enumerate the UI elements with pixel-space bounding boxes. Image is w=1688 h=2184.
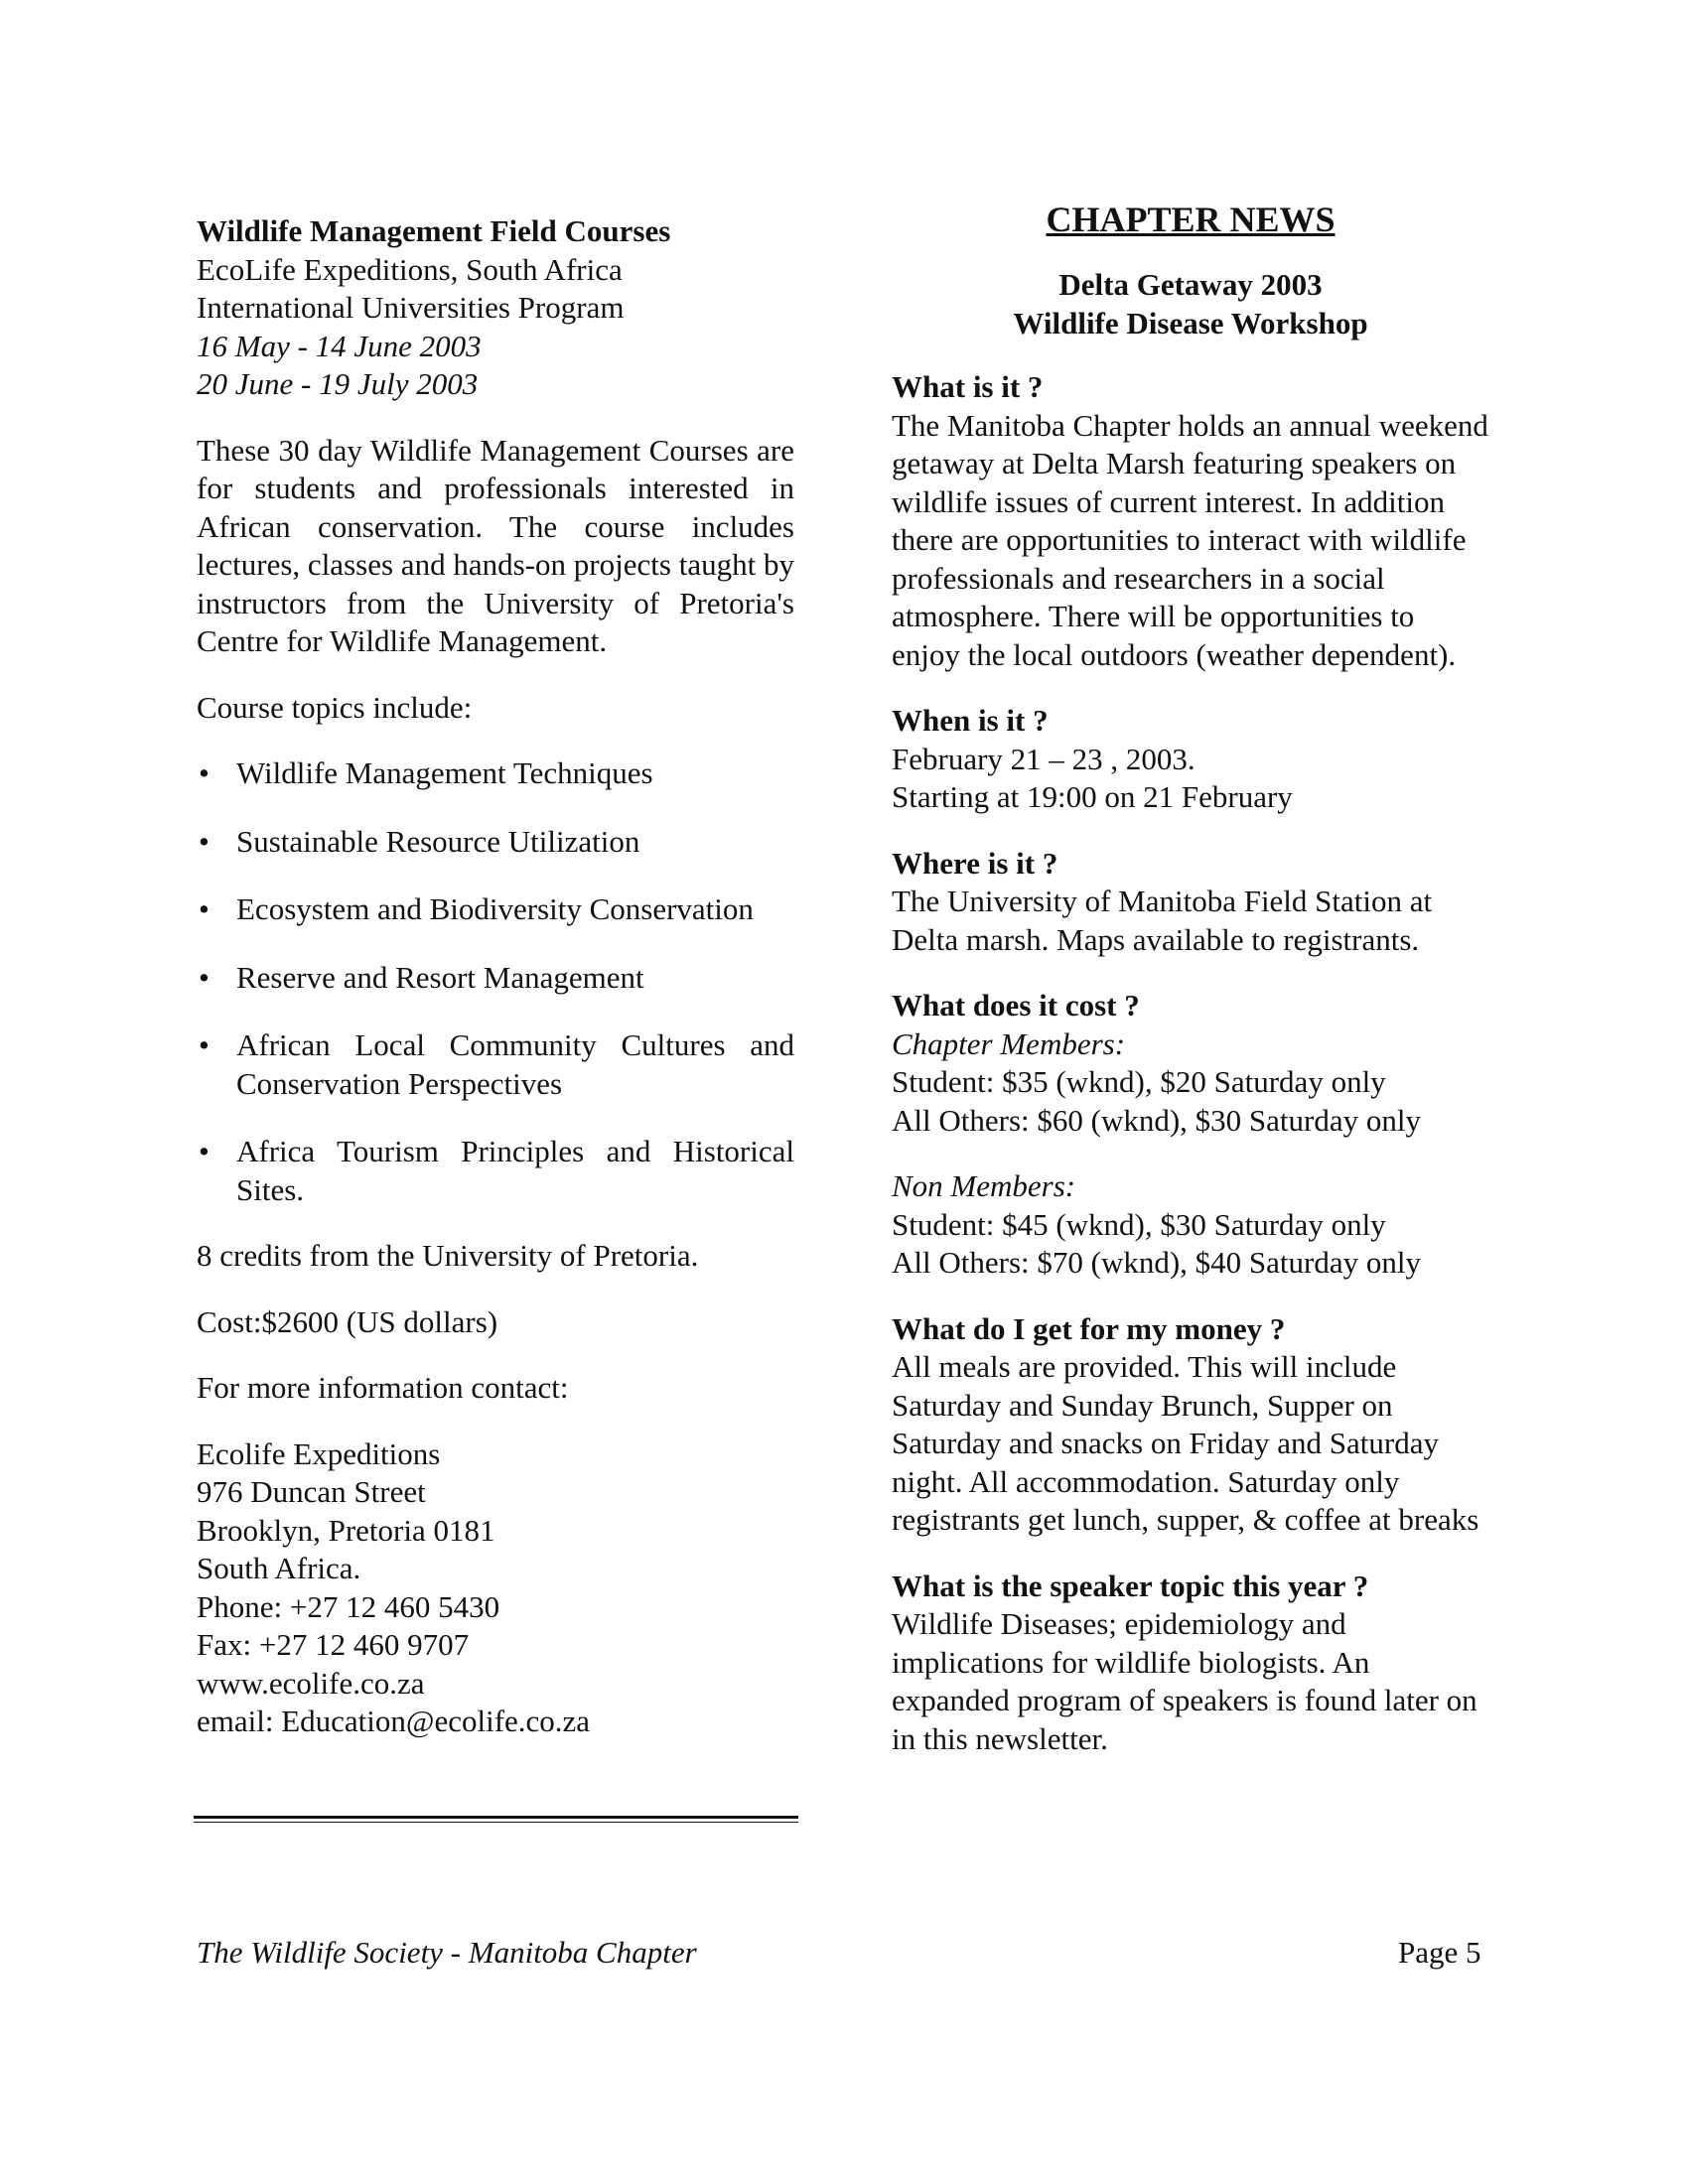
bullet-icon: • [199,823,210,859]
course-org: EcoLife Expeditions, South Africa [197,251,623,287]
bullet-icon: • [199,1027,210,1062]
section-title: CHAPTER NEWS [1046,200,1336,239]
topic-answer: Wildlife Diseases; epidemiology and implications for wildlife biologists. An expanded program of speakers is found later on in this newsletter. [892,1606,1477,1756]
course-credits: 8 credits from the University of Pretoria. [197,1238,699,1273]
bullet-icon: • [199,891,210,926]
list-item: • Africa Tourism Principles and Historical Sites. [199,1134,794,1207]
cost-question: What does it cost ? [892,988,1140,1023]
contact-heading: For more information contact: [197,1370,569,1405]
list-item: • Sustainable Resource Utilization [197,823,794,862]
course-cost: Cost:$2600 (US dollars) [197,1303,498,1339]
list-item: • African Local Community Cultures and Conservation Perspectives [199,1027,794,1101]
bullet-icon: • [199,1134,210,1168]
members-label: Chapter Members: [892,1025,1126,1061]
list-item: • Ecosystem and Biodiversity Conservation [197,890,794,929]
where-answer: The University of Manitoba Field Station at Delta marsh. Maps available to registrants. [892,884,1433,957]
what-answer: The Manitoba Chapter holds an annual weekend getaway at Delta Marsh featuring speakers on wildlife issues of current interest. In addition there are opportunities to interact with wildlife professionals and researchers in a social atmosphere. There will be opportunities to enjoy the local outdoors (weather dependent). [892,407,1488,672]
topics-heading: Course topics include: [197,689,473,725]
topic-question: What is the speaker topic this year ? [892,1568,1369,1603]
nonmembers-student-price: Student: $45 (wknd), $30 Saturday only [892,1206,1386,1242]
course-date-1: 16 May - 14 June 2003 [197,328,482,363]
money-question: What do I get for my money ? [892,1310,1286,1346]
contact-email: email: Education@ecolife.co.za [197,1704,591,1738]
when-answer-2: Starting at 19:00 on 21 February [892,779,1293,814]
topics-list [197,754,794,1209]
course-intro: These 30 day Wildlife Management Courses are for students and professionals interested in African conservation. The course includes lectures, classes and hands-on projects taught by instructors from the University of Pretoria's Centre for Wildlife Management. [197,432,794,658]
right-column [892,198,1489,1758]
nonmembers-label: Non Members: [892,1168,1076,1203]
contact-name: Ecolife Expeditions [197,1435,441,1471]
section-divider [194,1816,798,1823]
page-number: Page 5 [1398,1935,1481,1970]
course-date-2: 20 June - 19 July 2003 [197,366,479,401]
contact-city: Brooklyn, Pretoria 0181 [197,1512,495,1548]
course-program: International Universities Program [197,290,625,325]
footer-publication: The Wildlife Society - Manitoba Chapter [197,1935,697,1970]
what-question: What is it ? [892,369,1044,404]
bullet-icon: • [199,959,210,995]
bullet-icon: • [199,755,210,790]
members-student-price: Student: $35 (wknd), $20 Saturday only [892,1064,1386,1099]
list-item: • Wildlife Management Techniques [197,754,794,793]
course-title: Wildlife Management Field Courses [197,213,671,248]
when-question: When is it ? [892,703,1049,738]
contact-street: 976 Duncan Street [197,1474,426,1509]
contact-address [197,1435,794,1741]
where-question: Where is it ? [892,845,1058,881]
when-answer-1: February 21 – 23 , 2003. [892,741,1196,776]
event-title-1: Delta Getaway 2003 [1058,267,1323,302]
contact-fax: Fax: +27 12 460 9707 [197,1627,470,1662]
left-column [197,212,794,1741]
contact-country: South Africa. [197,1551,361,1585]
event-title-2: Wildlife Disease Workshop [1013,305,1368,341]
contact-web: www.ecolife.co.za [197,1665,425,1701]
list-item: • Reserve and Resort Management [197,959,794,998]
nonmembers-others-price: All Others: $70 (wknd), $40 Saturday only [892,1245,1421,1280]
members-others-price: All Others: $60 (wknd), $30 Saturday only [892,1102,1421,1138]
money-answer: All meals are provided. This will include Saturday and Sunday Brunch, Supper on Saturday and snacks on Friday and Saturday night. All accommodation. Saturday only registrants get lunch, supper, & coffee at breaks [892,1349,1479,1537]
contact-phone: Phone: +27 12 460 5430 [197,1588,500,1624]
